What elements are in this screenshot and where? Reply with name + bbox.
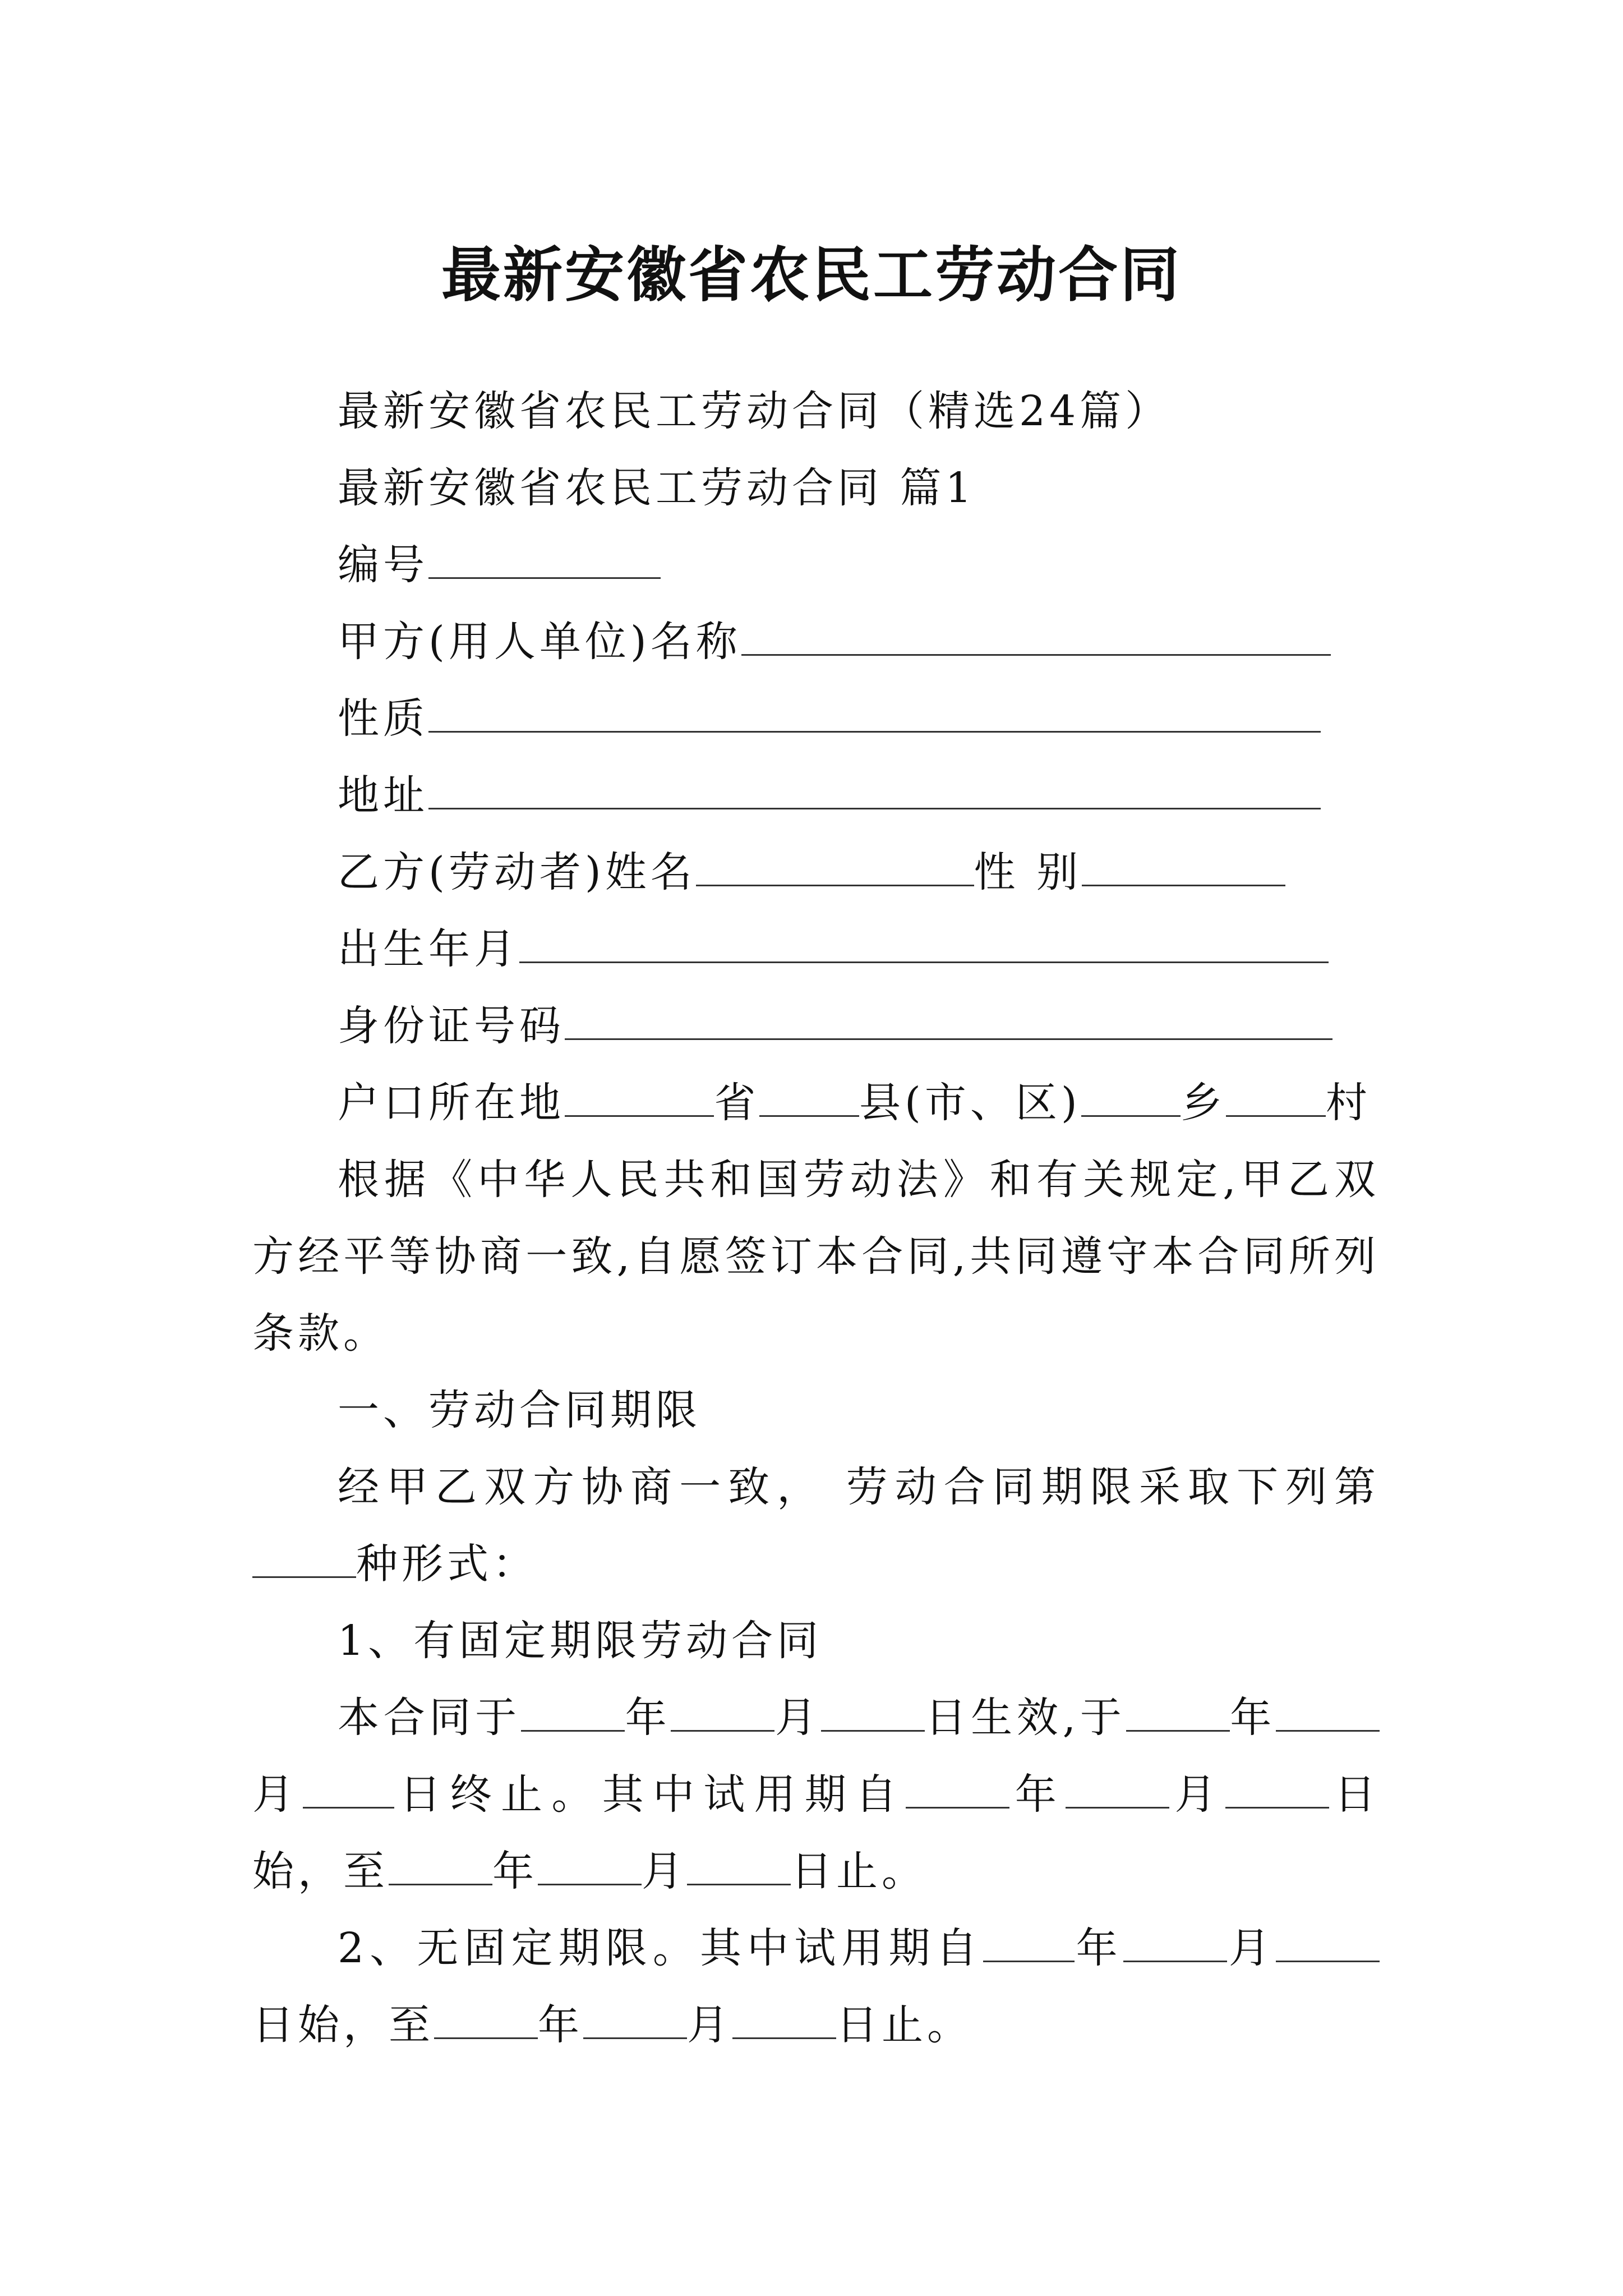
fill-in-blank <box>565 1081 714 1117</box>
paragraph-text: 月 <box>1227 1924 1276 1972</box>
paragraph-text: 种形式： <box>356 1540 538 1588</box>
paragraph-text: 经甲乙双方协商一致， 劳动合同期限采取下列第 <box>338 1463 1380 1511</box>
fill-in-blank <box>389 1849 492 1885</box>
fill-in-blank <box>252 1542 356 1578</box>
fill-in-blank <box>906 1773 1009 1809</box>
fill-in-blank <box>1123 1926 1227 1962</box>
paragraph <box>252 911 1380 988</box>
paragraph-text: 性质 <box>338 694 428 743</box>
fill-in-blank <box>428 774 1321 809</box>
paragraph-text: 月 <box>774 1694 821 1742</box>
fill-in-blank <box>538 1849 642 1885</box>
paragraph <box>252 1910 1380 2064</box>
fill-in-blank <box>821 1696 925 1732</box>
paragraph-text: 乙方(劳动者)姓名 <box>338 848 696 896</box>
paragraph <box>252 757 1380 834</box>
paragraph-text: 最新安徽省农民工劳动合同（精选24篇） <box>338 387 1171 435</box>
fill-in-blank <box>983 1926 1075 1962</box>
fill-in-blank <box>1081 1081 1181 1117</box>
paragraph-text: 月 <box>252 1770 303 1819</box>
paragraph-text: 户口所在地 <box>338 1079 565 1127</box>
paragraph-text: 日止。 <box>836 2001 972 2049</box>
paragraph-text: 月 <box>687 2001 732 2049</box>
paragraph <box>252 988 1380 1065</box>
paragraph-text: 身份证号码 <box>338 1002 565 1050</box>
paragraph <box>252 680 1380 757</box>
fill-in-blank <box>1082 850 1285 886</box>
fill-in-blank <box>428 543 661 579</box>
paragraph-text: 日终止。其中试用期自 <box>394 1770 906 1819</box>
fill-in-blank <box>428 697 1321 733</box>
fill-in-blank <box>732 2003 836 2039</box>
document-title: 最新安徽省农民工劳动合同 <box>441 240 1182 310</box>
paragraph <box>252 1449 1380 1603</box>
paragraph <box>252 373 1380 450</box>
fill-in-blank <box>1276 1696 1380 1732</box>
fill-in-blank <box>759 1081 859 1117</box>
paragraph-text: 年 <box>1074 1924 1123 1972</box>
fill-in-blank <box>583 2003 687 2039</box>
paragraph-text: 编号 <box>338 541 428 589</box>
paragraph-text: 地址 <box>338 771 428 820</box>
paragraph-text: 一、劳动合同期限 <box>338 1386 701 1434</box>
fill-in-blank <box>1226 1081 1326 1117</box>
paragraph-text: 日止。 <box>791 1847 927 1895</box>
paragraph <box>252 604 1380 680</box>
paragraph-text: 年 <box>1229 1694 1276 1742</box>
paragraph-text: 月 <box>1169 1770 1225 1819</box>
paragraph-text: 省 <box>714 1079 760 1127</box>
paragraph-text: 年 <box>624 1694 671 1742</box>
paragraph-text: 日始，至 <box>252 1770 1380 1895</box>
paragraph-text: 性 别 <box>974 848 1082 896</box>
paragraph <box>252 450 1380 527</box>
fill-in-blank <box>696 850 974 886</box>
fill-in-blank <box>1126 1696 1230 1732</box>
fill-in-blank <box>303 1773 394 1809</box>
fill-in-blank <box>434 2003 538 2039</box>
paragraph <box>252 527 1380 604</box>
paragraph-text: 年 <box>1009 1770 1066 1819</box>
fill-in-blank <box>741 620 1331 656</box>
fill-in-blank <box>671 1696 774 1732</box>
paragraph-text: 出生年月 <box>338 925 519 973</box>
paragraph <box>252 834 1380 911</box>
fill-in-blank <box>519 927 1329 963</box>
paragraph <box>252 1142 1380 1372</box>
paragraph-text: 乡 <box>1181 1079 1227 1127</box>
fill-in-blank <box>1276 1926 1380 1962</box>
paragraph-text: 县(市、区) <box>859 1079 1081 1127</box>
paragraph-text: 年 <box>492 1847 538 1895</box>
fill-in-blank <box>1066 1773 1169 1809</box>
paragraph-text: 月 <box>642 1847 687 1895</box>
fill-in-blank <box>687 1849 791 1885</box>
paragraph-text: 根据《中华人民共和国劳动法》和有关规定,甲乙双方经平等协商一致,自愿签订本合同,共同遵守本合同所列条款。 <box>252 1156 1380 1358</box>
paragraph-text: 本合同于 <box>338 1694 521 1742</box>
paragraph-text: 1、有固定期限劳动合同 <box>338 1617 823 1665</box>
fill-in-blank <box>521 1696 625 1732</box>
paragraph-text: 日生效,于 <box>924 1694 1126 1742</box>
paragraph <box>252 1680 1380 1910</box>
paragraph-text: 甲方(用人单位)名称 <box>338 618 741 666</box>
paragraph <box>252 1372 1380 1449</box>
paragraph <box>252 1065 1380 1142</box>
paragraph <box>252 1603 1380 1680</box>
fill-in-blank <box>565 1004 1332 1040</box>
paragraph-text: 最新安徽省农民工劳动合同 篇1 <box>338 464 976 512</box>
fill-in-blank <box>1225 1773 1329 1809</box>
paragraph-text: 村 <box>1325 1079 1371 1127</box>
document-body <box>252 373 1380 2064</box>
paragraph-text: 日始，至 <box>252 2001 434 2049</box>
paragraph-text: 2、无固定期限。其中试用期自 <box>338 1924 983 1972</box>
paragraph-text: 年 <box>538 2001 583 2049</box>
